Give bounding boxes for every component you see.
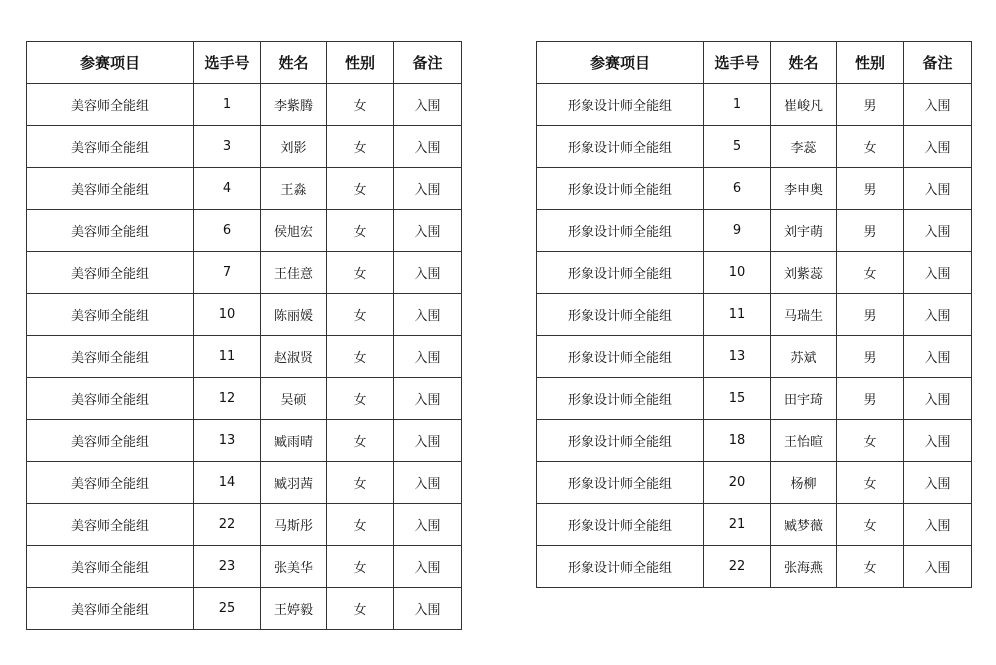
name-cell: 王婷毅 bbox=[261, 588, 327, 630]
gender-cell: 女 bbox=[327, 84, 394, 126]
name-cell: 赵淑贤 bbox=[261, 336, 327, 378]
group-cell: 美容师全能组 bbox=[27, 210, 194, 252]
note-cell: 入围 bbox=[904, 84, 972, 126]
group-cell: 形象设计师全能组 bbox=[537, 420, 704, 462]
group-cell: 形象设计师全能组 bbox=[537, 378, 704, 420]
table-row bbox=[537, 252, 972, 294]
gender-cell: 男 bbox=[837, 378, 904, 420]
group-cell: 美容师全能组 bbox=[27, 378, 194, 420]
note-cell: 入围 bbox=[904, 378, 972, 420]
note-cell: 入围 bbox=[394, 546, 462, 588]
note-cell: 入围 bbox=[904, 294, 972, 336]
group-cell: 美容师全能组 bbox=[27, 336, 194, 378]
note-cell: 入围 bbox=[904, 504, 972, 546]
gender-cell: 女 bbox=[327, 126, 394, 168]
header-gender: 性别 bbox=[837, 42, 904, 84]
gender-cell: 女 bbox=[837, 462, 904, 504]
table-row bbox=[537, 84, 972, 126]
table-row bbox=[27, 378, 462, 420]
contestant-number-cell: 21 bbox=[704, 504, 771, 546]
table-row bbox=[27, 588, 462, 630]
group-cell: 形象设计师全能组 bbox=[537, 504, 704, 546]
contestant-number-cell: 13 bbox=[194, 420, 261, 462]
gender-cell: 女 bbox=[327, 252, 394, 294]
table-body bbox=[27, 84, 462, 630]
gender-cell: 女 bbox=[327, 168, 394, 210]
note-cell: 入围 bbox=[904, 462, 972, 504]
gender-cell: 女 bbox=[837, 420, 904, 462]
contestant-number-cell: 22 bbox=[704, 546, 771, 588]
contestant-number-cell: 14 bbox=[194, 462, 261, 504]
group-cell: 形象设计师全能组 bbox=[537, 84, 704, 126]
table-row bbox=[27, 336, 462, 378]
note-cell: 入围 bbox=[394, 588, 462, 630]
gender-cell: 女 bbox=[327, 462, 394, 504]
contestant-number-cell: 3 bbox=[194, 126, 261, 168]
name-cell: 李紫腾 bbox=[261, 84, 327, 126]
group-cell: 美容师全能组 bbox=[27, 546, 194, 588]
contestant-number-cell: 5 bbox=[704, 126, 771, 168]
header-gender: 性别 bbox=[327, 42, 394, 84]
table-row bbox=[537, 126, 972, 168]
name-cell: 张美华 bbox=[261, 546, 327, 588]
gender-cell: 男 bbox=[837, 168, 904, 210]
name-cell: 王淼 bbox=[261, 168, 327, 210]
contestant-number-cell: 10 bbox=[704, 252, 771, 294]
note-cell: 入围 bbox=[904, 252, 972, 294]
group-cell: 形象设计师全能组 bbox=[537, 294, 704, 336]
group-cell: 形象设计师全能组 bbox=[537, 252, 704, 294]
contestant-number-cell: 1 bbox=[194, 84, 261, 126]
gender-cell: 女 bbox=[837, 126, 904, 168]
table-row bbox=[537, 378, 972, 420]
note-cell: 入围 bbox=[904, 546, 972, 588]
gender-cell: 女 bbox=[327, 294, 394, 336]
note-cell: 入围 bbox=[394, 168, 462, 210]
table-row bbox=[537, 168, 972, 210]
table-row bbox=[27, 126, 462, 168]
name-cell: 李蕊 bbox=[771, 126, 837, 168]
header-name: 姓名 bbox=[261, 42, 327, 84]
contestant-number-cell: 9 bbox=[704, 210, 771, 252]
header-group: 参赛项目 bbox=[27, 42, 194, 84]
name-cell: 刘宇萌 bbox=[771, 210, 837, 252]
gender-cell: 女 bbox=[327, 504, 394, 546]
table-row bbox=[27, 168, 462, 210]
table-row bbox=[27, 504, 462, 546]
contestant-number-cell: 25 bbox=[194, 588, 261, 630]
name-cell: 侯旭宏 bbox=[261, 210, 327, 252]
header-row bbox=[27, 42, 462, 84]
table-body bbox=[537, 84, 972, 588]
name-cell: 陈丽媛 bbox=[261, 294, 327, 336]
image-designer-roster-table bbox=[536, 41, 972, 588]
header-name: 姓名 bbox=[771, 42, 837, 84]
note-cell: 入围 bbox=[394, 336, 462, 378]
gender-cell: 男 bbox=[837, 294, 904, 336]
group-cell: 美容师全能组 bbox=[27, 126, 194, 168]
header-note: 备注 bbox=[904, 42, 972, 84]
group-cell: 形象设计师全能组 bbox=[537, 462, 704, 504]
gender-cell: 女 bbox=[327, 420, 394, 462]
group-cell: 美容师全能组 bbox=[27, 252, 194, 294]
note-cell: 入围 bbox=[394, 378, 462, 420]
gender-cell: 女 bbox=[327, 588, 394, 630]
table-row bbox=[537, 336, 972, 378]
note-cell: 入围 bbox=[394, 252, 462, 294]
contestant-number-cell: 11 bbox=[194, 336, 261, 378]
table-row bbox=[537, 210, 972, 252]
table-row bbox=[27, 84, 462, 126]
contestant-number-cell: 13 bbox=[704, 336, 771, 378]
table-row bbox=[27, 420, 462, 462]
gender-cell: 女 bbox=[327, 378, 394, 420]
header-row bbox=[537, 42, 972, 84]
table-row bbox=[537, 504, 972, 546]
header-group: 参赛项目 bbox=[537, 42, 704, 84]
table-row bbox=[537, 420, 972, 462]
group-cell: 美容师全能组 bbox=[27, 84, 194, 126]
note-cell: 入围 bbox=[394, 462, 462, 504]
name-cell: 李申奥 bbox=[771, 168, 837, 210]
group-cell: 形象设计师全能组 bbox=[537, 126, 704, 168]
table-row bbox=[27, 294, 462, 336]
table-header bbox=[27, 42, 462, 84]
name-cell: 崔峻凡 bbox=[771, 84, 837, 126]
note-cell: 入围 bbox=[394, 504, 462, 546]
gender-cell: 女 bbox=[327, 210, 394, 252]
contestant-number-cell: 12 bbox=[194, 378, 261, 420]
gender-cell: 女 bbox=[837, 546, 904, 588]
note-cell: 入围 bbox=[904, 336, 972, 378]
note-cell: 入围 bbox=[394, 210, 462, 252]
contestant-number-cell: 18 bbox=[704, 420, 771, 462]
name-cell: 马瑞生 bbox=[771, 294, 837, 336]
group-cell: 美容师全能组 bbox=[27, 462, 194, 504]
note-cell: 入围 bbox=[394, 84, 462, 126]
note-cell: 入围 bbox=[904, 126, 972, 168]
group-cell: 美容师全能组 bbox=[27, 588, 194, 630]
gender-cell: 男 bbox=[837, 84, 904, 126]
contestant-number-cell: 7 bbox=[194, 252, 261, 294]
name-cell: 吴硕 bbox=[261, 378, 327, 420]
contestant-number-cell: 4 bbox=[194, 168, 261, 210]
name-cell: 臧羽茜 bbox=[261, 462, 327, 504]
name-cell: 张海燕 bbox=[771, 546, 837, 588]
table-row bbox=[537, 294, 972, 336]
note-cell: 入围 bbox=[904, 168, 972, 210]
gender-cell: 女 bbox=[327, 546, 394, 588]
note-cell: 入围 bbox=[394, 294, 462, 336]
name-cell: 苏斌 bbox=[771, 336, 837, 378]
group-cell: 美容师全能组 bbox=[27, 168, 194, 210]
name-cell: 臧梦薇 bbox=[771, 504, 837, 546]
table-row bbox=[27, 546, 462, 588]
group-cell: 形象设计师全能组 bbox=[537, 210, 704, 252]
header-contestant-number: 选手号 bbox=[704, 42, 771, 84]
beautician-roster-table bbox=[26, 41, 462, 630]
gender-cell: 女 bbox=[327, 336, 394, 378]
contestant-number-cell: 23 bbox=[194, 546, 261, 588]
name-cell: 刘影 bbox=[261, 126, 327, 168]
name-cell: 王佳意 bbox=[261, 252, 327, 294]
gender-cell: 男 bbox=[837, 336, 904, 378]
header-note: 备注 bbox=[394, 42, 462, 84]
header-contestant-number: 选手号 bbox=[194, 42, 261, 84]
group-cell: 美容师全能组 bbox=[27, 294, 194, 336]
name-cell: 马斯彤 bbox=[261, 504, 327, 546]
group-cell: 形象设计师全能组 bbox=[537, 336, 704, 378]
name-cell: 刘紫蕊 bbox=[771, 252, 837, 294]
contestant-number-cell: 22 bbox=[194, 504, 261, 546]
group-cell: 美容师全能组 bbox=[27, 504, 194, 546]
table-row bbox=[27, 252, 462, 294]
contestant-number-cell: 11 bbox=[704, 294, 771, 336]
table-row bbox=[537, 462, 972, 504]
contestant-number-cell: 6 bbox=[194, 210, 261, 252]
note-cell: 入围 bbox=[394, 126, 462, 168]
group-cell: 美容师全能组 bbox=[27, 420, 194, 462]
gender-cell: 女 bbox=[837, 252, 904, 294]
table-row bbox=[27, 462, 462, 504]
group-cell: 形象设计师全能组 bbox=[537, 168, 704, 210]
contestant-number-cell: 15 bbox=[704, 378, 771, 420]
name-cell: 田宇琦 bbox=[771, 378, 837, 420]
contestant-number-cell: 6 bbox=[704, 168, 771, 210]
gender-cell: 男 bbox=[837, 210, 904, 252]
table-row bbox=[27, 210, 462, 252]
gender-cell: 女 bbox=[837, 504, 904, 546]
contestant-number-cell: 10 bbox=[194, 294, 261, 336]
contestant-number-cell: 1 bbox=[704, 84, 771, 126]
name-cell: 杨柳 bbox=[771, 462, 837, 504]
note-cell: 入围 bbox=[394, 420, 462, 462]
name-cell: 臧雨晴 bbox=[261, 420, 327, 462]
table-header bbox=[537, 42, 972, 84]
group-cell: 形象设计师全能组 bbox=[537, 546, 704, 588]
name-cell: 王怡暄 bbox=[771, 420, 837, 462]
contestant-number-cell: 20 bbox=[704, 462, 771, 504]
note-cell: 入围 bbox=[904, 420, 972, 462]
table-row bbox=[537, 546, 972, 588]
note-cell: 入围 bbox=[904, 210, 972, 252]
